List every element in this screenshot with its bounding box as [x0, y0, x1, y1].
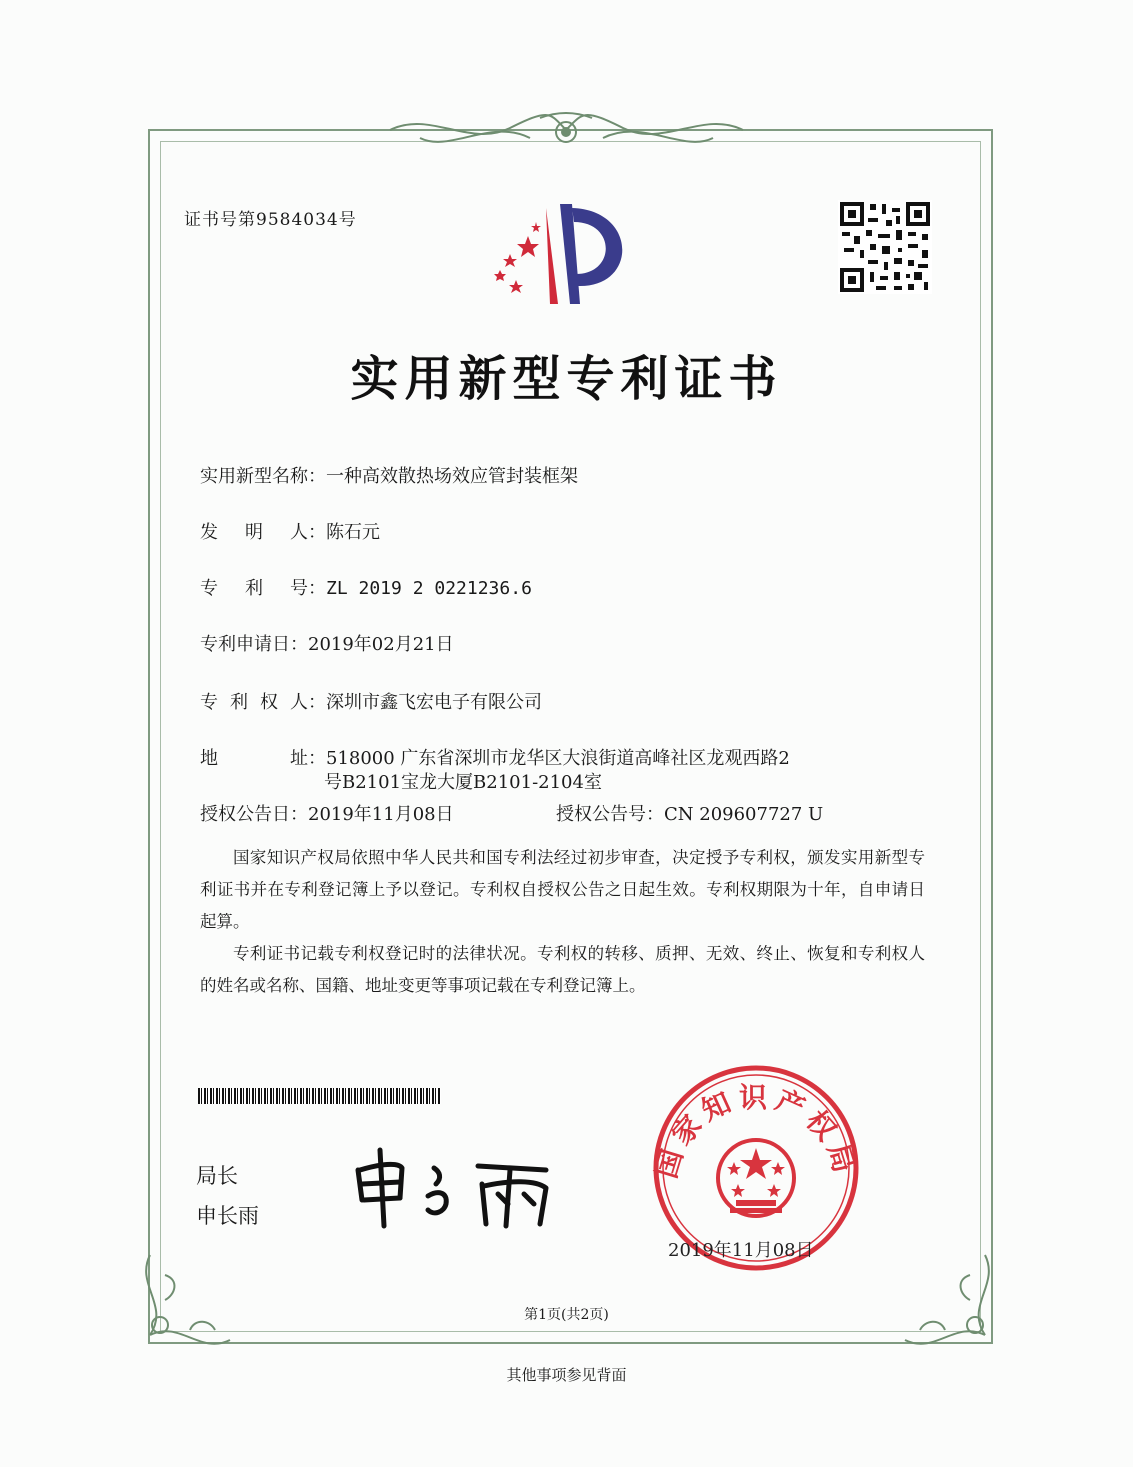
field-colon: ：: [308, 522, 326, 543]
field-value: CN 209607727 U: [664, 804, 824, 825]
label-char: 人: [290, 692, 308, 713]
seal-date: 2019年11月08日: [668, 1240, 814, 1261]
field-address-line2: 号B2101宝龙大厦B2101-2104室: [324, 772, 602, 793]
field-inventor: [200, 518, 380, 544]
label-char: 利: [230, 692, 248, 713]
field-utility-model-name: [200, 462, 578, 488]
label-char: 人: [290, 522, 308, 543]
bottom-left-ornament-icon: [130, 1245, 240, 1355]
bottom-right-ornament-icon: [895, 1245, 1005, 1355]
label-char: 明: [245, 522, 263, 543]
field-label: 实用新型名称：: [200, 466, 326, 487]
body-paragraph-1: 国家知识产权局依照中华人民共和国专利法经过初步审查，决定授予专利权，颁发实用新型专利证书并在专利登记簿上予以登记。专利权自授权公告之日起生效。专利权期限为十年，自申请日起算。: [200, 848, 925, 931]
field-label: 专利申请日：: [200, 634, 308, 655]
field-grant-date: [200, 800, 454, 826]
field-label: [200, 518, 308, 544]
director-role: 局长: [196, 1164, 238, 1188]
field-label: 授权公告号：: [556, 804, 664, 825]
qr-code-icon: [838, 200, 932, 294]
field-label: 授权公告日：: [200, 804, 308, 825]
field-value: 陈石元: [326, 522, 380, 543]
top-ornament-icon: [380, 108, 753, 158]
field-filing-date: [200, 630, 454, 656]
field-value: 2019年02月21日: [308, 634, 454, 655]
field-value: 一种高效散热场效应管封装框架: [326, 466, 578, 487]
director-name: 申长雨: [196, 1204, 259, 1228]
label-char: 址: [290, 748, 308, 769]
field-label: [200, 744, 308, 770]
field-colon: ：: [308, 748, 326, 769]
field-grant-number: [556, 800, 823, 826]
page-number: 第1页(共2页): [524, 1307, 609, 1323]
field-patentee: [200, 688, 542, 714]
label-char: 专: [200, 578, 218, 599]
barcode: [198, 1088, 441, 1104]
field-value: 518000 广东省深圳市龙华区大浪街道高峰社区龙观西路2: [326, 748, 790, 769]
field-patent-number: [200, 574, 532, 600]
field-address: [200, 744, 790, 770]
field-value: ZL 2019 2 0221236.6: [326, 578, 532, 599]
label-char: 利: [245, 578, 263, 599]
label-char: 权: [260, 692, 278, 713]
label-char: 号: [290, 578, 308, 599]
field-value: 2019年11月08日: [308, 804, 454, 825]
cnipa-logo-icon: [488, 196, 638, 312]
label-char: 发: [200, 522, 218, 543]
label-char: 地: [200, 748, 218, 769]
back-note: 其他事项参见背面: [506, 1366, 627, 1384]
field-colon: ：: [308, 578, 326, 599]
field-value: 深圳市鑫飞宏电子有限公司: [326, 692, 542, 713]
handwritten-signature-icon: [350, 1140, 560, 1230]
field-label: [200, 574, 308, 600]
body-paragraph-2: 专利证书记载专利权登记时的法律状况。专利权的转移、质押、无效、终止、恢复和专利权人的姓名或名称、国籍、地址变更等事项记载在专利登记簿上。: [200, 944, 925, 995]
field-label: [200, 688, 308, 714]
field-colon: ：: [308, 692, 326, 713]
certificate-number: 证书号第9584034号: [184, 210, 357, 230]
certificate-title: 实用新型专利证书: [350, 351, 783, 407]
label-char: 专: [200, 692, 218, 713]
svg-text:国家知识产权局: 国家知识产权局: [650, 1080, 862, 1182]
